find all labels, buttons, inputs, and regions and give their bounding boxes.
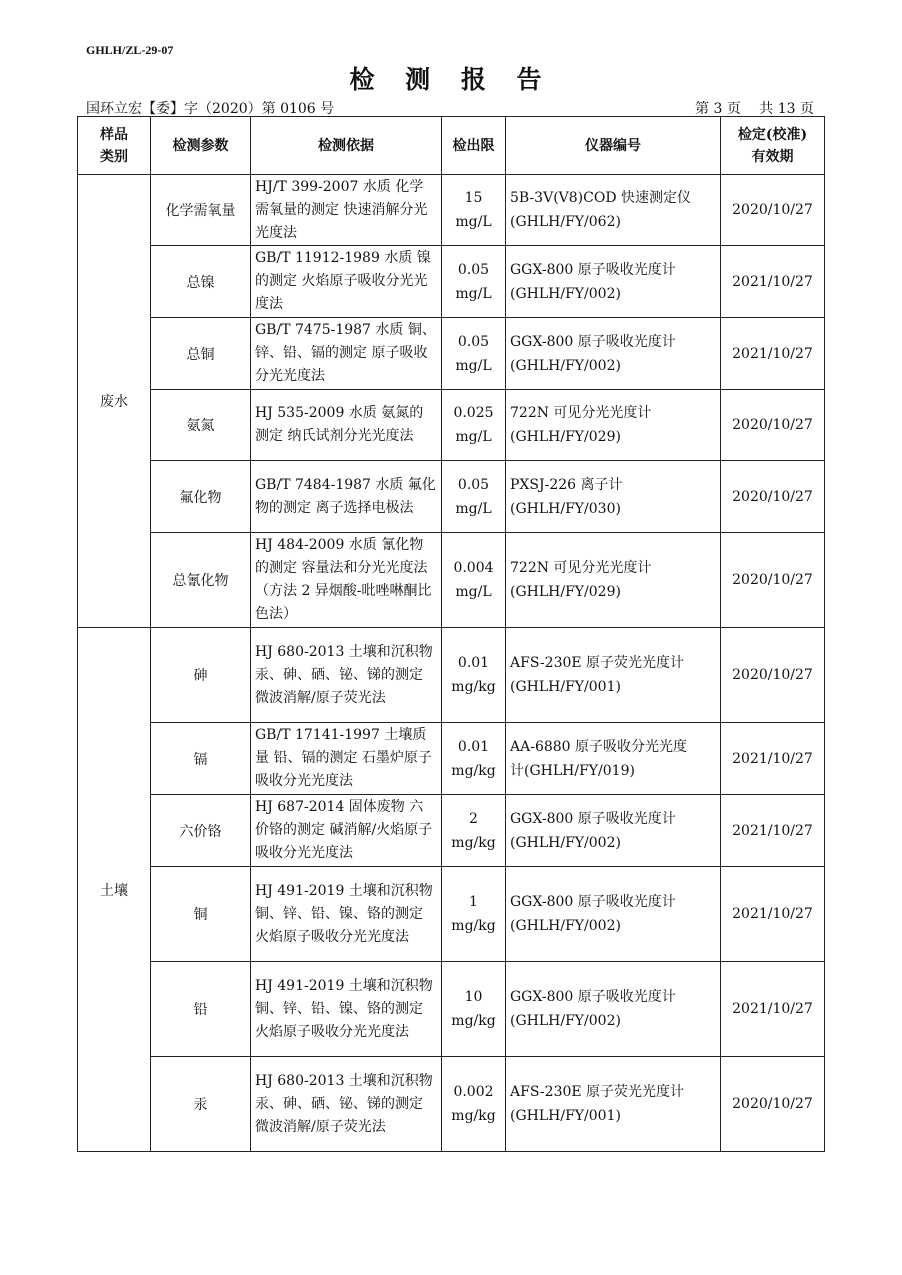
report-title: 检 测 报 告 bbox=[349, 65, 553, 94]
instrument-cell bbox=[506, 867, 721, 962]
table-row bbox=[78, 867, 825, 962]
instrument-code: (GHLH/FY/002) bbox=[510, 918, 621, 934]
limit-value: 0.002 bbox=[453, 1084, 494, 1100]
instrument-cell bbox=[506, 723, 721, 795]
instrument-cell bbox=[506, 461, 721, 533]
validity-cell: 2020/10/27 bbox=[721, 1057, 825, 1152]
instrument-name: AFS-230E 原子荧光光度计 bbox=[510, 1084, 685, 1100]
validity-cell: 2021/10/27 bbox=[721, 795, 825, 867]
table-row bbox=[78, 246, 825, 318]
instrument-cell bbox=[506, 962, 721, 1057]
limit-unit: mg/L bbox=[455, 214, 492, 230]
limit-unit: mg/L bbox=[455, 584, 492, 600]
basis-cell: HJ 680-2013 土壤和沉积物 汞、砷、硒、铋、锑的测定 微波消解/原子荧光法 bbox=[251, 628, 442, 723]
instrument-name: PXSJ-226 离子计 bbox=[510, 476, 623, 493]
param-cell: 总镍 bbox=[151, 246, 251, 318]
limit-value: 0.025 bbox=[453, 405, 494, 421]
instrument-cell bbox=[506, 795, 721, 867]
instrument-name: 722N 可见分光光度计 bbox=[510, 405, 652, 421]
param-cell: 氨氮 bbox=[151, 390, 251, 461]
limit-cell bbox=[442, 867, 506, 962]
limit-value: 15 bbox=[464, 190, 483, 206]
basis-cell: HJ 535-2009 水质 氨氮的测定 纳氏试剂分光光度法 bbox=[251, 390, 442, 461]
instrument-name: 5B-3V(V8)COD 快速测定仪 bbox=[510, 190, 692, 206]
param-cell: 汞 bbox=[151, 1057, 251, 1152]
param-cell: 铜 bbox=[151, 867, 251, 962]
header-basis: 检测依据 bbox=[251, 117, 442, 175]
limit-unit: mg/kg bbox=[451, 1108, 496, 1124]
instrument-cell bbox=[506, 318, 721, 390]
limit-cell bbox=[442, 246, 506, 318]
current-page: 第 3 页 bbox=[695, 101, 741, 117]
instrument-name: GGX-800 原子吸收光度计 bbox=[510, 810, 676, 827]
limit-value: 0.05 bbox=[457, 261, 490, 278]
validity-cell: 2021/10/27 bbox=[721, 246, 825, 318]
sample-category-cell: 土壤 bbox=[78, 628, 151, 1152]
instrument-code: (GHLH/FY/002) bbox=[510, 285, 621, 302]
basis-cell: HJ 680-2013 土壤和沉积物 汞、砷、硒、铋、锑的测定 微波消解/原子荧光法 bbox=[251, 1057, 442, 1152]
validity-cell: 2021/10/27 bbox=[721, 723, 825, 795]
validity-cell: 2020/10/27 bbox=[721, 175, 825, 246]
instrument-cell bbox=[506, 175, 721, 246]
validity-cell: 2020/10/27 bbox=[721, 628, 825, 723]
basis-cell: HJ 491-2019 土壤和沉积物 铜、锌、铅、镍、铬的测定 火焰原子吸收分光光度法 bbox=[251, 962, 442, 1057]
basis-cell: HJ 484-2009 水质 氰化物的测定 容量法和分光光度法 （方法 2 异烟酸-吡唑啉酮比色法） bbox=[251, 533, 442, 628]
instrument-code: (GHLH/FY/029) bbox=[510, 429, 621, 445]
validity-cell: 2021/10/27 bbox=[721, 867, 825, 962]
param-cell: 化学需氧量 bbox=[151, 175, 251, 246]
sample-category-cell: 废水 bbox=[78, 175, 151, 628]
instrument-code: (GHLH/FY/001) bbox=[510, 1108, 621, 1124]
instrument-name: 722N 可见分光光度计 bbox=[510, 560, 652, 576]
instrument-cell bbox=[506, 390, 721, 461]
limit-cell bbox=[442, 390, 506, 461]
table-header-row bbox=[78, 117, 825, 175]
limit-unit: mg/kg bbox=[451, 1013, 496, 1029]
limit-cell bbox=[442, 1057, 506, 1152]
report-reference-line bbox=[86, 98, 814, 117]
limit-unit: mg/L bbox=[455, 357, 492, 374]
limit-value: 0.01 bbox=[457, 738, 490, 755]
validity-cell: 2021/10/27 bbox=[721, 962, 825, 1057]
instrument-code: (GHLH/FY/002) bbox=[510, 834, 621, 851]
total-pages: 共 13 页 bbox=[759, 101, 814, 117]
page-indicator bbox=[681, 98, 814, 118]
basis-cell: GB/T 7475-1987 水质 铜、锌、铅、镉的测定 原子吸收分光光度法 bbox=[251, 318, 442, 390]
instrument-name: GGX-800 原子吸收光度计 bbox=[510, 894, 676, 910]
limit-unit: mg/kg bbox=[451, 918, 496, 934]
limit-cell bbox=[442, 533, 506, 628]
basis-cell: HJ/T 399-2007 水质 化学需氧量的测定 快速消解分光光度法 bbox=[251, 175, 442, 246]
limit-unit: mg/L bbox=[455, 429, 492, 445]
validity-cell: 2020/10/27 bbox=[721, 390, 825, 461]
limit-cell bbox=[442, 962, 506, 1057]
instrument-name: GGX-800 原子吸收光度计 bbox=[510, 989, 676, 1005]
param-cell: 铅 bbox=[151, 962, 251, 1057]
limit-value: 0.004 bbox=[453, 560, 494, 576]
header-limit: 检出限 bbox=[442, 117, 506, 175]
limit-unit: mg/kg bbox=[451, 762, 496, 779]
table-row bbox=[78, 628, 825, 723]
limit-unit: mg/L bbox=[455, 285, 492, 302]
limit-value: 0.05 bbox=[457, 333, 490, 350]
instrument-code: (GHLH/FY/002) bbox=[510, 1013, 621, 1029]
limit-cell bbox=[442, 795, 506, 867]
limit-unit: mg/L bbox=[455, 500, 492, 517]
param-cell: 氟化物 bbox=[151, 461, 251, 533]
header-param: 检测参数 bbox=[151, 117, 251, 175]
limit-unit: mg/kg bbox=[451, 679, 496, 695]
document-code: GHLH/ZL-29-07 bbox=[86, 43, 174, 57]
table-row bbox=[78, 461, 825, 533]
validity-cell: 2021/10/27 bbox=[721, 318, 825, 390]
table-row bbox=[78, 390, 825, 461]
limit-value: 10 bbox=[464, 989, 483, 1005]
param-cell: 总氰化物 bbox=[151, 533, 251, 628]
limit-value: 2 bbox=[469, 810, 478, 827]
param-cell: 总铜 bbox=[151, 318, 251, 390]
instrument-name: AA-6880 原子吸收分光光度 bbox=[510, 738, 688, 755]
table-row bbox=[78, 1057, 825, 1152]
test-method-table bbox=[77, 116, 825, 1152]
instrument-code: (GHLH/FY/002) bbox=[510, 357, 621, 374]
table-row bbox=[78, 962, 825, 1057]
instrument-name: GGX-800 原子吸收光度计 bbox=[510, 333, 676, 350]
basis-cell: HJ 491-2019 土壤和沉积物 铜、锌、铅、镍、铬的测定 火焰原子吸收分光光度法 bbox=[251, 867, 442, 962]
instrument-code: (GHLH/FY/030) bbox=[510, 500, 621, 517]
limit-cell bbox=[442, 175, 506, 246]
instrument-code: 计(GHLH/FY/019) bbox=[510, 762, 635, 779]
limit-value: 0.05 bbox=[457, 476, 490, 493]
param-cell: 砷 bbox=[151, 628, 251, 723]
header-validity: 检定(校准)有效期 bbox=[721, 117, 825, 175]
table-row bbox=[78, 175, 825, 246]
validity-cell: 2020/10/27 bbox=[721, 461, 825, 533]
limit-cell bbox=[442, 723, 506, 795]
report-number: 国环立宏【委】字（2020）第 0106 号 bbox=[86, 101, 335, 117]
header-instrument: 仪器编号 bbox=[506, 117, 721, 175]
limit-unit: mg/kg bbox=[451, 834, 496, 851]
instrument-name: AFS-230E 原子荧光光度计 bbox=[510, 655, 685, 671]
header-category: 样品类别 bbox=[78, 117, 151, 175]
limit-cell bbox=[442, 461, 506, 533]
param-cell: 镉 bbox=[151, 723, 251, 795]
table-row bbox=[78, 723, 825, 795]
instrument-cell bbox=[506, 533, 721, 628]
instrument-cell bbox=[506, 246, 721, 318]
instrument-code: (GHLH/FY/001) bbox=[510, 679, 621, 695]
basis-cell: HJ 687-2014 固体废物 六价铬的测定 碱消解/火焰原子吸收分光光度法 bbox=[251, 795, 442, 867]
basis-cell: GB/T 7484-1987 水质 氟化物的测定 离子选择电极法 bbox=[251, 461, 442, 533]
limit-cell bbox=[442, 628, 506, 723]
instrument-name: GGX-800 原子吸收光度计 bbox=[510, 261, 676, 278]
validity-cell: 2020/10/27 bbox=[721, 533, 825, 628]
instrument-code: (GHLH/FY/062) bbox=[510, 214, 621, 230]
limit-cell bbox=[442, 318, 506, 390]
table-row bbox=[78, 318, 825, 390]
instrument-cell bbox=[506, 628, 721, 723]
table-row bbox=[78, 795, 825, 867]
limit-value: 0.01 bbox=[457, 655, 490, 671]
table-row bbox=[78, 533, 825, 628]
param-cell: 六价铬 bbox=[151, 795, 251, 867]
basis-cell: GB/T 11912-1989 水质 镍的测定 火焰原子吸收分光光度法 bbox=[251, 246, 442, 318]
limit-value: 1 bbox=[469, 894, 478, 910]
instrument-code: (GHLH/FY/029) bbox=[510, 584, 621, 600]
basis-cell: GB/T 17141-1997 土壤质量 铅、镉的测定 石墨炉原子吸收分光光度法 bbox=[251, 723, 442, 795]
instrument-cell bbox=[506, 1057, 721, 1152]
